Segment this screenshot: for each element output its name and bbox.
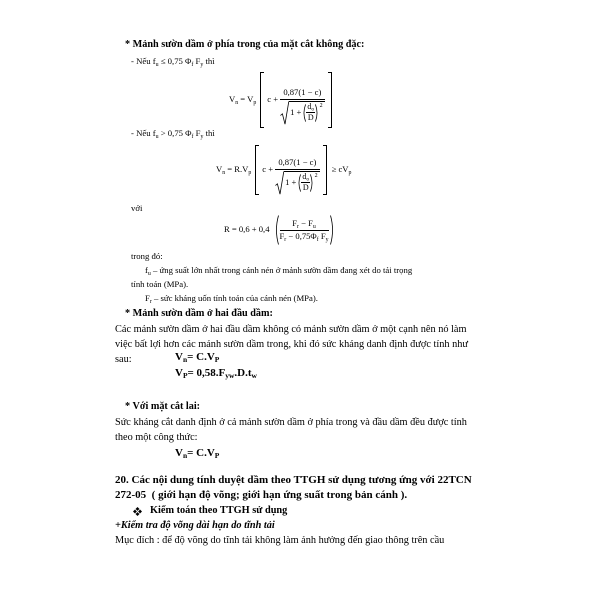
right-bracket <box>323 145 327 195</box>
section-heading-interior-web: * Mảnh sườn dầm ở phía trong của mặt cắt không đặc: <box>125 39 365 50</box>
fraction <box>279 218 329 243</box>
text-segment: V <box>175 367 183 379</box>
paragraph-line: Sức kháng cắt danh định ở cả mảnh sườn dầm ở phía trong và đầu dầm đều được tính <box>115 417 467 428</box>
subscript: n <box>235 100 239 107</box>
text-segment: thì <box>203 56 215 66</box>
left-paren-icon <box>274 215 279 245</box>
ratio-fraction <box>301 173 310 192</box>
text-segment: = C.V <box>187 447 215 459</box>
radical-sign-icon <box>275 171 284 195</box>
ratio-numerator <box>306 103 315 113</box>
subscript: P <box>214 355 220 365</box>
denominator <box>275 170 320 195</box>
numerator: 0,87(1 − c) <box>275 145 320 169</box>
definition-fu-continued: tính toán (MPa). <box>131 279 189 289</box>
right-paren-icon <box>330 215 335 245</box>
subscript: P <box>182 371 188 381</box>
subscript: p <box>253 100 257 107</box>
subscript: y <box>200 133 204 140</box>
radicand-start: 1 + <box>290 107 302 118</box>
subscript: f <box>316 236 319 243</box>
text-segment: f <box>145 265 148 275</box>
subscript: u <box>147 270 151 277</box>
text-segment: d <box>307 102 312 112</box>
subscript: y <box>200 61 204 68</box>
section-heading-end-web: * Mảnh sườn dầm ở hai đầu dầm: <box>125 308 273 319</box>
text-segment: F <box>193 56 201 66</box>
subscript: p <box>248 170 252 177</box>
text-segment: = R.V <box>225 164 249 175</box>
left-bracket <box>255 145 259 195</box>
where-label: trong đó: <box>131 251 163 261</box>
definition-fr <box>145 294 318 303</box>
section-heading-hybrid: * Với mặt cắt lai: <box>125 401 201 412</box>
text-segment: d <box>302 172 307 182</box>
right-paren-icon <box>315 104 319 122</box>
text-segment: F <box>145 293 150 303</box>
square-root <box>275 171 320 195</box>
paragraph-line: Các mảnh sườn dầm ở hai đầu dầm không có mảnh sườn dầm ở một cạnh nên nó làm <box>115 324 467 335</box>
text-segment: F <box>193 128 201 138</box>
right-bracket <box>328 72 332 128</box>
subscript: y <box>325 236 329 243</box>
subscript: o <box>311 106 315 113</box>
denominator <box>280 100 325 125</box>
text-segment: – sức kháng uốn tính toán của cánh nén (MPa). <box>151 293 318 303</box>
text-segment: V <box>229 94 236 105</box>
c-plus-term: c + <box>267 94 279 105</box>
text-segment: − F <box>298 218 313 229</box>
subscript: u <box>312 224 316 231</box>
fraction <box>280 75 325 124</box>
condition-line-2 <box>131 129 215 138</box>
subscript: f <box>191 61 194 68</box>
purpose-line: Mục đích : để độ võng do tĩnh tải không làm ảnh hưởng đến giao thông trên cầu <box>115 535 445 546</box>
fraction <box>275 145 320 194</box>
numerator <box>280 219 329 230</box>
text-segment: − 0,75Φ <box>286 230 317 241</box>
text-segment: V <box>175 447 183 459</box>
text-segment: – ứng suất lớn nhất trong cánh nén ở mảnh sườn dầm đang xét do tải trọng <box>150 265 413 275</box>
formula-vn-reduced <box>216 145 351 195</box>
text-segment: - Nếu f <box>131 56 156 66</box>
formula-lhs <box>216 164 252 177</box>
formula-vn-interior <box>229 72 336 128</box>
formula-r-factor <box>224 215 335 245</box>
ratio-denominator: D <box>307 113 314 123</box>
section-20-title-line-1: 20. Các nội dung tính duyệt dầm theo TTGH sử dụng tương ứng với 22TCN <box>115 474 472 486</box>
diamond-bullet-icon <box>133 507 142 516</box>
square-root <box>280 101 325 125</box>
subheading-serviceability-check: Kiểm toán theo TTGH sử dụng <box>150 505 288 516</box>
text-segment: F <box>292 218 297 229</box>
ratio-fraction <box>306 103 315 122</box>
with-label: với <box>131 203 143 213</box>
text-segment: = C.V <box>187 351 215 363</box>
ratio-denominator: D <box>302 183 309 193</box>
subscript: u <box>155 61 159 68</box>
text-segment: - Nếu f <box>131 128 156 138</box>
ratio-numerator <box>301 173 310 183</box>
subscript: u <box>155 133 159 140</box>
subscript: w <box>251 371 257 381</box>
right-paren-icon <box>310 174 314 192</box>
formula-rhs <box>331 164 352 177</box>
text-segment: > 0,75 Φ <box>158 128 192 138</box>
condition-line-1 <box>131 57 215 66</box>
text-segment: F <box>279 230 285 241</box>
definition-fu <box>145 266 412 275</box>
c-plus-term: c + <box>262 164 274 175</box>
subscript: p <box>348 170 352 177</box>
paragraph-line: theo một công thức: <box>115 432 198 443</box>
radicand-start: 1 + <box>285 177 297 188</box>
text-segment: thì <box>203 128 215 138</box>
left-bracket <box>260 72 264 128</box>
text-segment: ≥ cV <box>331 164 349 175</box>
formula-lhs: R = 0,6 + 0,4 <box>224 224 270 235</box>
exponent: 2 <box>314 172 318 179</box>
radicand <box>284 171 320 195</box>
text-segment: = V <box>238 94 254 105</box>
radical-sign-icon <box>280 101 289 125</box>
formula-lhs <box>229 94 257 107</box>
equation-vn <box>175 448 219 459</box>
text-segment: V <box>216 164 223 175</box>
subscript: o <box>306 176 310 183</box>
subscript: n <box>222 170 226 177</box>
subscript: f <box>191 133 194 140</box>
text-segment: F <box>318 230 326 241</box>
subscript: n <box>182 451 188 461</box>
text-segment: ≤ 0,75 Φ <box>158 56 192 66</box>
equation-vn <box>175 352 219 363</box>
subscript: r <box>297 224 299 231</box>
text-segment: .D.t <box>234 367 252 379</box>
subscript: r <box>149 298 152 305</box>
subscript: yw <box>225 371 235 381</box>
equation-vp <box>175 368 257 379</box>
denominator <box>280 231 329 241</box>
exponent: 2 <box>319 102 323 109</box>
radicand <box>289 101 325 125</box>
text-segment: V <box>175 351 183 363</box>
paragraph-line: sau: <box>115 354 132 365</box>
subscript: r <box>284 236 287 243</box>
section-20-title-line-2: 272-05 ( giới hạn độ võng; giới hạn ứng suất trong bản cánh ). <box>115 489 408 501</box>
check-heading-deflection: +Kiểm tra độ võng dài hạn do tĩnh tải <box>115 520 275 531</box>
subscript: P <box>214 451 220 461</box>
text-segment: = 0,58.F <box>187 367 226 379</box>
subscript: n <box>182 355 188 365</box>
paragraph-line: việc bất lợi hơn các mảnh sườn dầm trong, khi đó sức kháng danh định được tính như <box>115 339 468 350</box>
numerator: 0,87(1 − c) <box>280 75 325 99</box>
